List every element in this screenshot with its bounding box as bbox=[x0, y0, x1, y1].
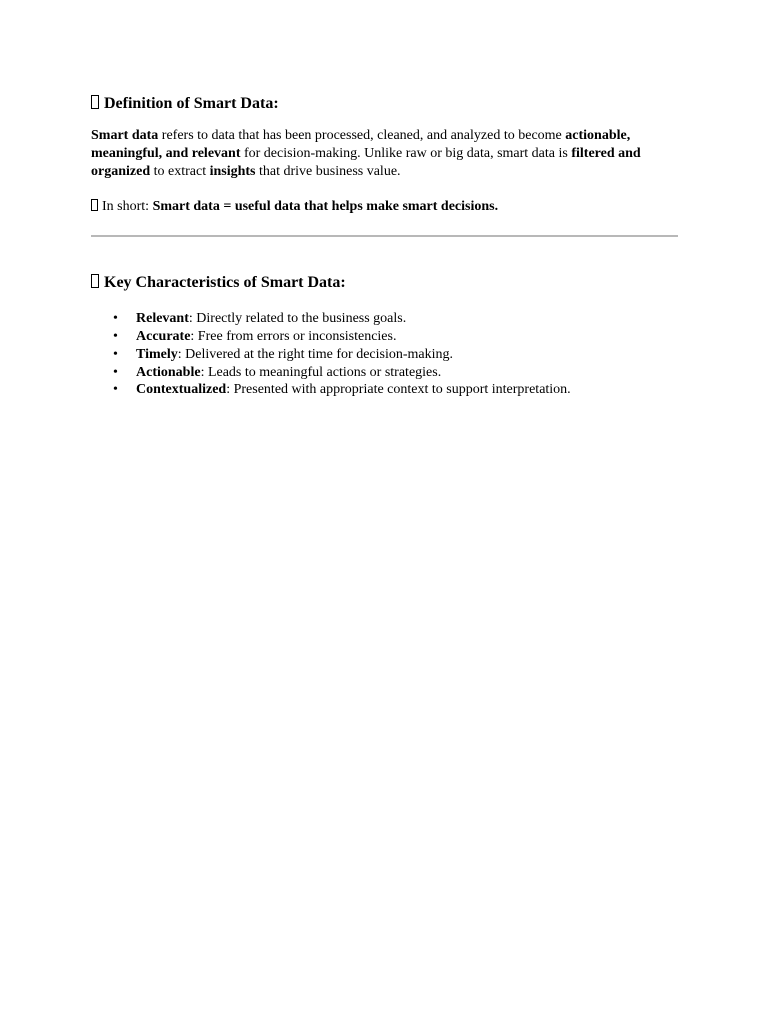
bullet-icon: • bbox=[113, 382, 118, 398]
item-description: : Presented with appropriate context to support interpretation. bbox=[226, 382, 571, 398]
bullet-icon: • bbox=[113, 311, 118, 327]
definition-run: Smart data bbox=[91, 128, 159, 143]
definition-run: filtered and organized bbox=[91, 145, 641, 179]
definition-run: that drive business value. bbox=[255, 163, 401, 179]
list-item bbox=[91, 346, 678, 364]
item-term: Accurate bbox=[136, 328, 191, 344]
definition-run: refers to data that has been processed, cleaned, and analyzed to become bbox=[158, 128, 566, 143]
definition-heading bbox=[91, 94, 678, 114]
in-short-paragraph bbox=[91, 198, 678, 216]
item-term: Actionable bbox=[136, 364, 201, 380]
item-description: : Free from errors or inconsistencies. bbox=[190, 328, 397, 344]
item-term: Relevant bbox=[136, 311, 189, 327]
list-item bbox=[91, 310, 678, 328]
definition-run: to extract bbox=[150, 163, 210, 179]
item-term: Timely bbox=[136, 346, 178, 362]
definition-run: for decision-making. Unlike raw or big data, smart data is bbox=[240, 145, 572, 161]
in-short-prefix: In short: bbox=[102, 199, 153, 215]
item-term: Contextualized bbox=[136, 382, 227, 398]
list-item bbox=[91, 328, 678, 346]
list-item bbox=[91, 364, 678, 382]
bullet-icon: • bbox=[113, 346, 118, 362]
bullet-icon: • bbox=[113, 364, 118, 380]
definition-run: actionable, meaningful, and relevant bbox=[91, 128, 631, 161]
item-description: : Directly related to the business goals. bbox=[188, 311, 407, 327]
missing-glyph-icon bbox=[91, 199, 98, 211]
characteristics-heading bbox=[91, 273, 678, 293]
definition-heading-text: Definition of Smart Data: bbox=[104, 95, 279, 112]
list-item bbox=[91, 381, 678, 399]
characteristics-list bbox=[91, 310, 678, 399]
item-description: : Leads to meaningful actions or strategies. bbox=[200, 364, 442, 380]
bullet-icon: • bbox=[113, 328, 118, 344]
item-description: : Delivered at the right time for decision-making. bbox=[177, 346, 453, 362]
definition-run: insights bbox=[209, 163, 256, 179]
section-divider bbox=[91, 235, 678, 237]
in-short-summary: Smart data = useful data that helps make smart decisions. bbox=[152, 199, 499, 215]
missing-glyph-icon bbox=[91, 274, 99, 288]
document-page bbox=[91, 88, 678, 399]
definition-paragraph bbox=[91, 127, 678, 180]
characteristics-heading-text: Key Characteristics of Smart Data: bbox=[104, 274, 346, 292]
missing-glyph-icon bbox=[91, 95, 99, 109]
